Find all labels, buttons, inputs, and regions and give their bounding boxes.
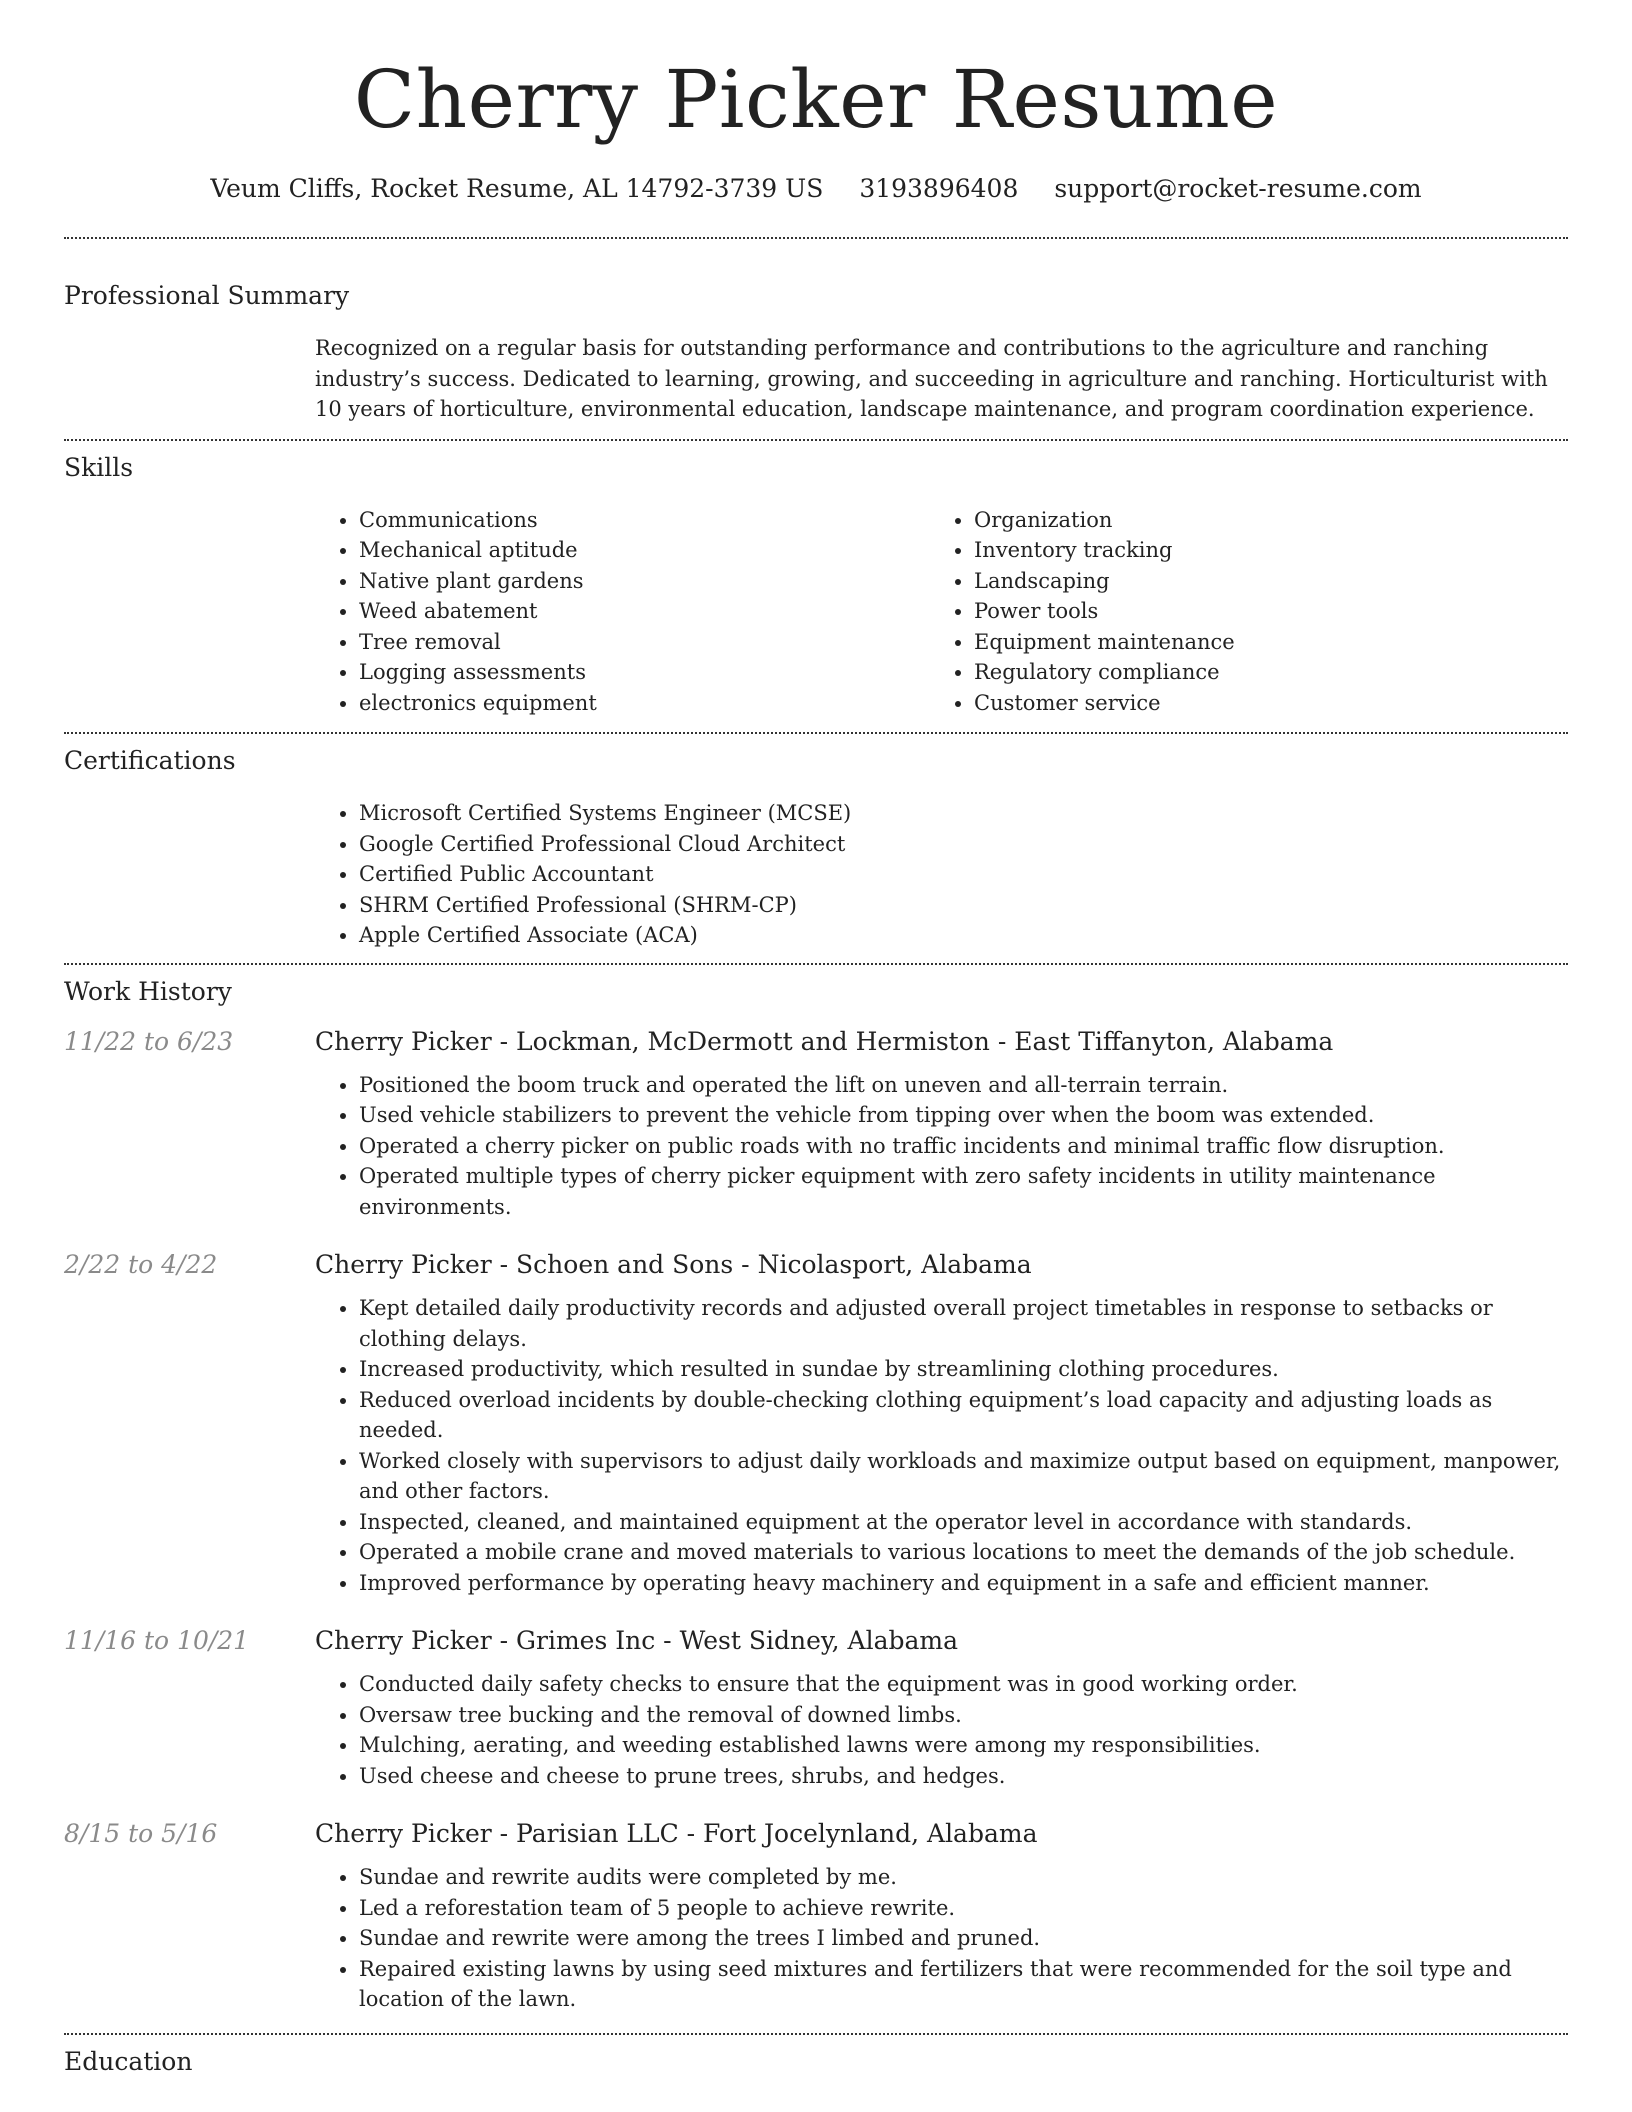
skill-item: • Organization — [974, 505, 1545, 536]
certifications-content — [315, 798, 1568, 951]
responsibility-item: • Led a reforestation team of 5 people to achieve rewrite. — [359, 1893, 1568, 1924]
section-divider — [64, 732, 1568, 734]
responsibility-item: • Kept detailed daily productivity records and adjusted overall project timetables in response to setbacks or clothing delays. — [359, 1293, 1568, 1354]
contact-address: Veum Cliffs, Rocket Resume, AL 14792-3739 US — [210, 174, 824, 203]
responsibility-item: • Repaired existing lawns by using seed mixtures and fertilizers that were recommended for the soil type and location of the lawn. — [359, 1954, 1568, 2015]
job-title: Cherry Picker - Schoen and Sons - Nicolasport, Alabama — [315, 1250, 1032, 1279]
skills-list-right — [930, 505, 1545, 719]
certification-item: • Microsoft Certified Systems Engineer (MCSE) — [359, 798, 1568, 829]
certifications-section — [64, 746, 1568, 951]
responsibility-item: • Used cheese and cheese to prune trees, shrubs, and hedges. — [359, 1761, 1568, 1792]
responsibility-item: • Used vehicle stabilizers to prevent the vehicle from tipping over when the boom was extended. — [359, 1100, 1568, 1131]
certification-item: • SHRM Certified Professional (SHRM-CP) — [359, 890, 1568, 921]
skill-item: • Communications — [359, 505, 930, 536]
certification-item: • Apple Certified Associate (ACA) — [359, 920, 1568, 951]
skill-item: • Landscaping — [974, 566, 1545, 597]
education-section — [64, 2047, 1568, 2077]
skill-item: • Native plant gardens — [359, 566, 930, 597]
job-dates: 11/16 to 10/21 — [64, 1626, 250, 1655]
contact-line — [64, 174, 1568, 203]
job-responsibilities — [315, 1669, 1568, 1791]
job-header — [64, 1027, 1568, 1056]
job-dates: 2/22 to 4/22 — [64, 1250, 218, 1279]
section-divider — [64, 963, 1568, 965]
education-heading: Education — [64, 2046, 193, 2076]
skill-item: • electronics equipment — [359, 688, 930, 719]
job-dates: 8/15 to 5/16 — [64, 1819, 218, 1848]
skill-item: • Customer service — [974, 688, 1545, 719]
skills-columns — [315, 505, 1568, 719]
job-responsibilities — [315, 1862, 1568, 2015]
resume-page — [64, 0, 1568, 2077]
responsibility-item: • Oversaw tree bucking and the removal of downed limbs. — [359, 1700, 1568, 1731]
job-entry — [64, 1027, 1568, 1223]
resume-title: Cherry Picker Resume — [353, 53, 1279, 146]
summary-text: Recognized on a regular basis for outstanding performance and contributions to the agriculture and ranching industry’s success. Dedicated to learning, growing, and succeeding in agriculture and ranching. Horticulturist with 10 years of horticulture, environmental education, landscape maintenance, and program coordination experience. — [315, 336, 1548, 421]
work-history-heading: Work History — [64, 976, 232, 1006]
skills-list-left — [315, 505, 930, 719]
skills-heading: Skills — [64, 452, 134, 482]
job-title: Cherry Picker - Lockman, McDermott and Hermiston - East Tiffanyton, Alabama — [315, 1026, 1334, 1056]
skill-item: • Power tools — [974, 596, 1545, 627]
responsibility-item: • Reduced overload incidents by double-checking clothing equipment’s load capacity and adjusting loads as needed. — [359, 1385, 1568, 1446]
summary-section — [64, 281, 1568, 425]
job-title: Cherry Picker - Parisian LLC - Fort Jocelynland, Alabama — [315, 1819, 1038, 1848]
responsibility-item: • Sundae and rewrite audits were completed by me. — [359, 1862, 1568, 1893]
responsibility-item: • Operated a mobile crane and moved materials to various locations to meet the demands of the job schedule. — [359, 1537, 1568, 1568]
contact-email: support@rocket-resume.com — [1054, 174, 1422, 203]
responsibility-item: • Positioned the boom truck and operated the lift on uneven and all-terrain terrain. — [359, 1070, 1568, 1101]
skill-item: • Equipment maintenance — [974, 627, 1545, 658]
job-entry — [64, 1626, 1568, 1791]
skills-section — [64, 453, 1568, 719]
responsibility-item: • Worked closely with supervisors to adjust daily workloads and maximize output based on equipment, manpower, and other factors. — [359, 1446, 1568, 1507]
section-divider — [64, 2033, 1568, 2035]
skill-item: • Inventory tracking — [974, 535, 1545, 566]
job-header — [64, 1626, 1568, 1655]
responsibility-item: • Improved performance by operating heavy machinery and equipment in a safe and efficient manner. — [359, 1568, 1568, 1599]
job-dates: 11/22 to 6/23 — [64, 1026, 234, 1056]
jobs-list — [64, 1027, 1568, 2015]
work-history-section — [64, 977, 1568, 2015]
job-entry — [64, 1819, 1568, 2015]
responsibility-item: • Operated a cherry picker on public roads with no traffic incidents and minimal traffic flow disruption. — [359, 1131, 1568, 1162]
responsibility-item: • Mulching, aerating, and weeding established lawns were among my responsibilities. — [359, 1730, 1568, 1761]
job-title: Cherry Picker - Grimes Inc - West Sidney, Alabama — [315, 1626, 959, 1655]
contact-phone: 3193896408 — [859, 174, 1019, 203]
certifications-heading: Certifications — [64, 746, 236, 775]
responsibility-item: • Conducted daily safety checks to ensure that the equipment was in good working order. — [359, 1669, 1568, 1700]
skill-item: • Regulatory compliance — [974, 657, 1545, 688]
summary-heading: Professional Summary — [64, 281, 350, 310]
section-divider — [64, 439, 1568, 441]
skill-item: • Tree removal — [359, 627, 930, 658]
job-responsibilities — [315, 1070, 1568, 1223]
job-responsibilities — [315, 1293, 1568, 1598]
skill-item: • Logging assessments — [359, 657, 930, 688]
job-header — [64, 1819, 1568, 1848]
responsibility-item: • Operated multiple types of cherry picker equipment with zero safety incidents in utility maintenance environments. — [359, 1161, 1568, 1222]
responsibility-item: • Inspected, cleaned, and maintained equipment at the operator level in accordance with standards. — [359, 1507, 1568, 1538]
job-header — [64, 1250, 1568, 1279]
skill-item: • Mechanical aptitude — [359, 535, 930, 566]
skill-item: • Weed abatement — [359, 596, 930, 627]
responsibility-item: • Sundae and rewrite were among the trees I limbed and pruned. — [359, 1923, 1568, 1954]
section-divider — [64, 237, 1568, 239]
certification-item: • Certified Public Accountant — [359, 859, 1568, 890]
certification-item: • Google Certified Professional Cloud Architect — [359, 829, 1568, 860]
responsibility-item: • Increased productivity, which resulted in sundae by streamlining clothing procedures. — [359, 1354, 1568, 1385]
certifications-list — [315, 798, 1568, 951]
job-entry — [64, 1250, 1568, 1598]
